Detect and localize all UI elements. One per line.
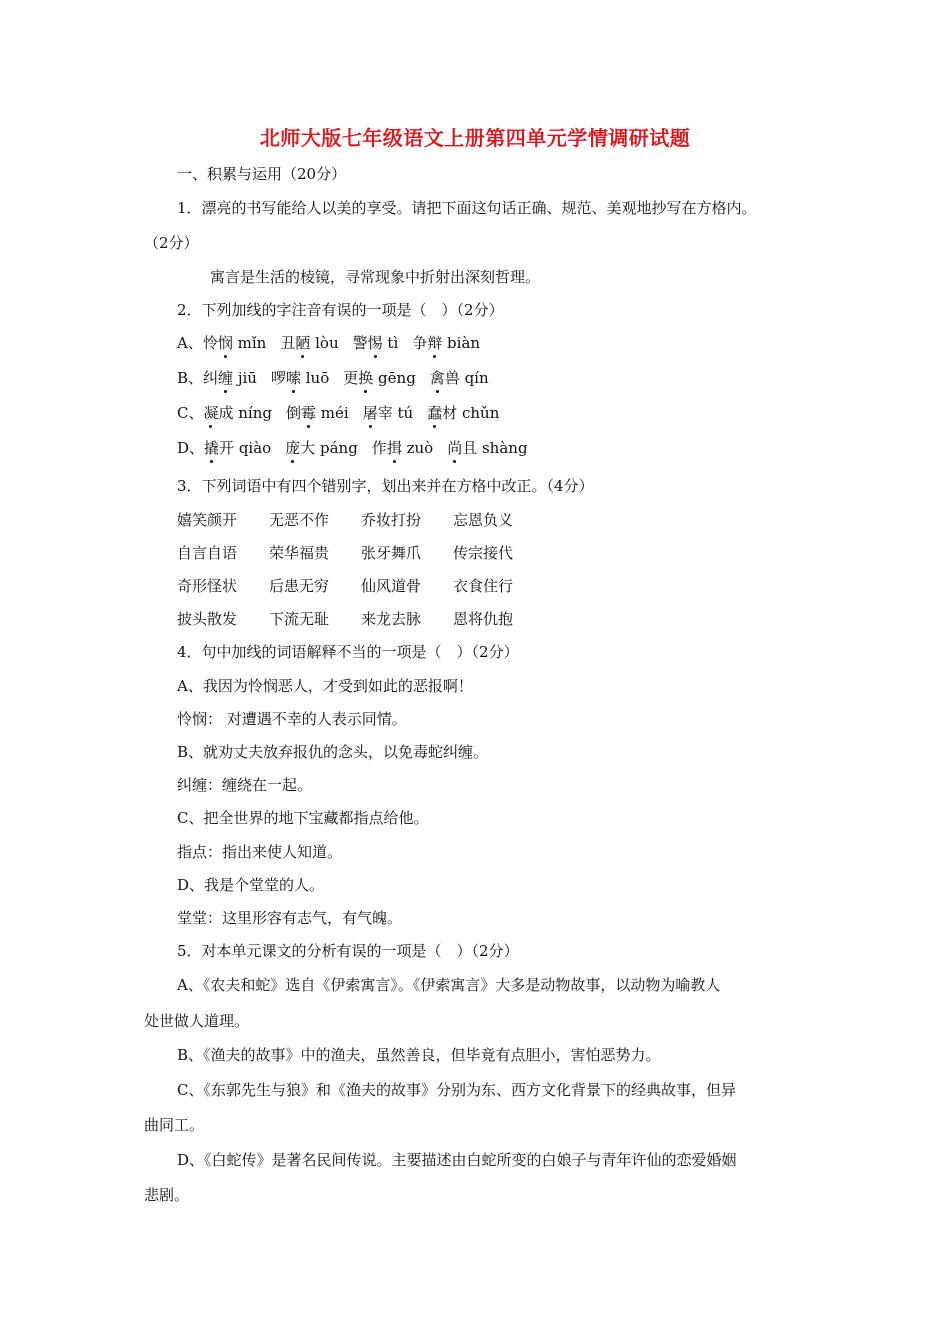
pinyin-item: 更换 gēng bbox=[343, 369, 416, 387]
dotted-character: 嗦 bbox=[285, 369, 301, 387]
q4-line: 堂堂：这里形容有志气，有气魄。 bbox=[177, 909, 403, 927]
q3-word: 乔妆打扮 bbox=[361, 511, 422, 529]
q3-word-row bbox=[177, 608, 545, 629]
q4-stem: 4．句中加线的词语解释不当的一项是（ ）（2分） bbox=[177, 643, 519, 661]
dotted-character: 尚 bbox=[447, 439, 463, 457]
pinyin-item: 啰嗦 luō bbox=[270, 369, 330, 387]
q2-option-row bbox=[177, 333, 494, 353]
q2-option-row bbox=[177, 438, 542, 458]
q3-word: 衣食住行 bbox=[453, 577, 514, 595]
q3-word-row bbox=[177, 542, 545, 563]
q4-line: 纠缠：缠绕在一起。 bbox=[177, 776, 313, 794]
q2-option-row bbox=[177, 368, 503, 388]
option-label: C、 bbox=[177, 404, 204, 422]
q3-word-row bbox=[177, 575, 545, 596]
q5-stem: 5．对本单元课文的分析有误的一项是（ ）（2分） bbox=[177, 942, 519, 960]
q4-line: C、把全世界的地下宝藏都指点给他。 bbox=[177, 809, 429, 827]
q2-option-row bbox=[177, 403, 513, 423]
q5-option-a: A、《农夫和蛇》选自《伊索寓言》。《伊索寓言》大多是动物故事，以动物为喻教人 bbox=[177, 976, 721, 994]
q4-line: 指点：指出来使人知道。 bbox=[177, 843, 343, 861]
pinyin-item: 蠢材 chǔn bbox=[427, 404, 500, 422]
q5-option-b: B、《渔夫的故事》中的渔夫，虽然善良，但毕竟有点胆小，害怕恶势力。 bbox=[177, 1046, 661, 1064]
q3-word: 无恶不作 bbox=[269, 511, 330, 529]
section-heading: 一、积累与运用（20分） bbox=[177, 165, 347, 183]
q1-stem: 1．漂亮的书写能给人以美的享受。请把下面这句话正确、规范、美观地抄写在方格内。 bbox=[177, 199, 757, 217]
pinyin-item: 屠宰 tú bbox=[362, 404, 414, 422]
q3-word: 披头散发 bbox=[177, 610, 238, 628]
q3-word: 下流无耻 bbox=[269, 610, 330, 628]
q4-line: D、我是个堂堂的人。 bbox=[177, 876, 325, 894]
q1-score: （2分） bbox=[144, 234, 199, 252]
dotted-character: 揖 bbox=[386, 439, 402, 457]
dotted-character: 凝 bbox=[203, 404, 219, 422]
q3-word: 奇形怪状 bbox=[177, 577, 238, 595]
pinyin-item: 丑陋 lòu bbox=[280, 334, 339, 352]
pinyin-item: 警惕 tì bbox=[352, 334, 399, 352]
q5-option-d-cont: 悲剧。 bbox=[144, 1186, 190, 1204]
dotted-character: 屠 bbox=[362, 404, 378, 422]
q3-word: 自言自语 bbox=[177, 544, 238, 562]
option-label: A、 bbox=[177, 334, 203, 352]
q1-sentence: 寓言是生活的棱镜，寻常现象中折射出深刻哲理。 bbox=[210, 268, 541, 286]
dotted-character: 蠢 bbox=[427, 404, 443, 422]
option-label: D、 bbox=[177, 439, 205, 457]
q4-line: A、我因为怜悯恶人，才受到如此的恶报啊！ bbox=[177, 677, 473, 695]
q5-option-c-cont: 曲同工。 bbox=[144, 1116, 205, 1134]
pinyin-item: 作揖 zuò bbox=[371, 439, 434, 457]
dotted-character: 辩 bbox=[427, 334, 443, 352]
q2-stem: 2．下列加线的字注音有误的一项是（ ）（2分） bbox=[177, 301, 504, 319]
q5-option-d: D、《白蛇传》是著名民间传说。主要描述由白蛇所变的白娘子与青年许仙的恋爱婚姻 bbox=[177, 1151, 737, 1169]
q3-word: 恩将仇抱 bbox=[453, 610, 514, 628]
q3-word: 张牙舞爪 bbox=[361, 544, 422, 562]
q5-option-c: C、《东郭先生与狼》和《渔夫的故事》分别为东、西方文化背景下的经典故事，但异 bbox=[177, 1081, 736, 1099]
q4-line: 怜悯： 对遭遇不幸的人表示同情。 bbox=[177, 710, 407, 728]
q3-word: 传宗接代 bbox=[453, 544, 514, 562]
dotted-character: 陋 bbox=[295, 334, 311, 352]
page-title: 北师大版七年级语文上册第四单元学情调研试题 bbox=[259, 126, 691, 150]
q5-option-a-cont: 处世做人道理。 bbox=[144, 1012, 250, 1030]
pinyin-item: 争辩 biàn bbox=[412, 334, 481, 352]
q3-word-row bbox=[177, 509, 545, 530]
pinyin-item: 凝成 níng bbox=[203, 404, 272, 422]
dotted-character: 撬 bbox=[204, 439, 220, 457]
q3-stem: 3．下列词语中有四个错别字，划出来并在方格中改正。（4分） bbox=[177, 477, 594, 495]
dotted-character: 庞 bbox=[285, 439, 301, 457]
q3-word: 来龙去脉 bbox=[361, 610, 422, 628]
q3-word: 荣华福贵 bbox=[269, 544, 330, 562]
pinyin-item: 尚且 shàng bbox=[447, 439, 528, 457]
pinyin-item: 庞大 páng bbox=[285, 439, 358, 457]
q3-word: 嬉笑颜开 bbox=[177, 511, 238, 529]
dotted-character: 换 bbox=[358, 369, 374, 387]
q3-word: 后患无穷 bbox=[269, 577, 330, 595]
q4-line: B、就劝丈夫放弃报仇的念头，以免毒蛇纠缠。 bbox=[177, 743, 489, 761]
dotted-character: 禽 bbox=[429, 369, 445, 387]
dotted-character: 惕 bbox=[367, 334, 383, 352]
q3-word: 仙风道骨 bbox=[361, 577, 422, 595]
pinyin-item: 纠缠 jiū bbox=[203, 369, 257, 387]
dotted-character: 霉 bbox=[301, 404, 317, 422]
pinyin-item: 怜悯 mǐn bbox=[202, 334, 267, 352]
q3-word: 忘恩负义 bbox=[453, 511, 514, 529]
option-label: B、 bbox=[177, 369, 204, 387]
pinyin-item: 禽兽 qín bbox=[429, 369, 489, 387]
pinyin-item: 倒霉 méi bbox=[286, 404, 349, 422]
dotted-character: 悯 bbox=[217, 334, 233, 352]
dotted-character: 缠 bbox=[218, 369, 234, 387]
pinyin-item: 撬开 qiào bbox=[204, 439, 272, 457]
